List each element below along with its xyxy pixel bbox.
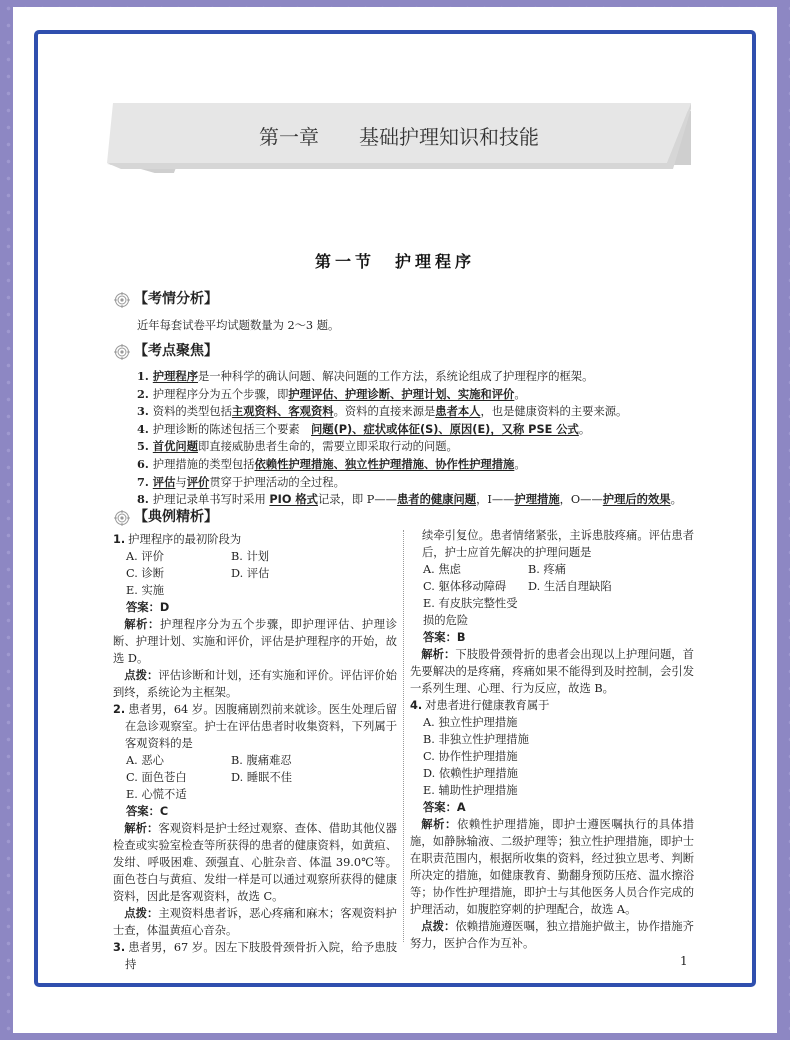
left-column <box>113 531 397 973</box>
question-number: 4. <box>410 699 423 712</box>
option-text: 依赖性护理措施 <box>438 767 518 780</box>
option-item <box>231 565 397 582</box>
focus-item <box>137 368 707 386</box>
key-term: 护理措施 <box>514 493 560 507</box>
options-list <box>410 561 694 629</box>
analysis-paragraph <box>113 820 397 905</box>
column-divider <box>403 530 404 942</box>
option-label: D. <box>231 771 244 784</box>
key-term: PIO 格式 <box>269 493 318 507</box>
question-number: 3. <box>113 941 126 954</box>
focus-item <box>137 403 707 421</box>
analysis-paragraph <box>410 646 694 697</box>
option-item <box>126 582 231 599</box>
key-term: 护理评估、护理诊断、护理计划、实施和评价 <box>288 387 515 401</box>
option-text: 心慌不适 <box>141 788 187 801</box>
focus-text: ，I—— <box>476 493 515 507</box>
option-item <box>423 595 528 629</box>
option-text: 恶心 <box>141 754 164 767</box>
option-item <box>231 752 397 769</box>
focus-text: 即直接威胁患者生命的，需要立即采取行动的问题。 <box>198 440 458 454</box>
tip-paragraph <box>410 918 694 952</box>
option-label: D. <box>423 767 436 780</box>
option-text: 独立性护理措施 <box>438 716 518 729</box>
focus-item-number: 6. <box>137 456 149 471</box>
option-label: A. <box>126 754 138 767</box>
focus-item-number: 5. <box>137 439 149 454</box>
option-item <box>231 769 397 786</box>
option-label: C. <box>423 580 435 593</box>
option-label: B. <box>423 733 435 746</box>
focus-text: 。 <box>670 493 682 507</box>
option-text: 躯体移动障碍 <box>438 580 507 593</box>
focus-text: 资料的类型包括 <box>152 405 232 419</box>
question-number: 2. <box>113 703 126 716</box>
options-list <box>113 548 397 599</box>
option-label: E. <box>126 584 138 597</box>
focus-item-number: 4. <box>137 421 149 436</box>
focus-item-number: 2. <box>137 386 149 401</box>
option-label: C. <box>423 750 435 763</box>
option-text: 有皮肤完整性受损的危险 <box>423 597 518 627</box>
option-item <box>423 782 694 799</box>
option-item <box>423 714 694 731</box>
question-stem-text: 护理程序的最初阶段为 <box>128 533 242 546</box>
answer: 答案：D <box>126 601 170 614</box>
question-stem <box>410 527 694 561</box>
focus-text: 贯穿于护理活动的全过程。 <box>209 475 345 489</box>
focus-text: 。 <box>514 457 526 471</box>
option-item <box>126 565 231 582</box>
option-label: A. <box>126 550 138 563</box>
option-text: 焦虑 <box>438 563 461 576</box>
key-term: 问题(P)、症状或体征(S)、原因(E)，又称 PSE 公式 <box>310 422 579 436</box>
focus-item-number: 8. <box>137 492 149 507</box>
question-stem <box>113 939 397 973</box>
analysis-heading-text: 【考情分析】 <box>134 291 218 307</box>
analysis-text: 下肢股骨颈骨折的患者会出现以上护理问题，首先要解决的是疼痛，疼痛如果不能得到及时控制，会引发一系列生理、心理、行为反应，故选 B。 <box>410 648 694 695</box>
question-stem <box>113 701 397 752</box>
analysis-label: 解析： <box>421 818 457 831</box>
option-label: C. <box>126 771 138 784</box>
option-label: A. <box>423 563 435 576</box>
option-text: 非独立性护理措施 <box>438 733 529 746</box>
option-label: B. <box>231 754 243 767</box>
focus-text: 护理诊断的陈述包括三个要素 <box>152 422 311 436</box>
target-icon <box>114 510 130 526</box>
tip-text: 评估诊断和计划，还有实施和评价。评估评价始到终，系统论为主框架。 <box>113 669 397 699</box>
page-number: 1 <box>680 954 688 968</box>
question-stem <box>113 531 397 548</box>
focus-text: ，也是健康资料的主要来源。 <box>480 405 628 419</box>
option-item <box>126 548 231 565</box>
target-icon <box>114 344 130 360</box>
option-label: B. <box>528 563 540 576</box>
key-term: 评估 <box>152 475 176 489</box>
focus-item <box>137 386 707 404</box>
option-text: 疼痛 <box>543 563 567 576</box>
analysis-label: 解析： <box>124 822 159 835</box>
question-stem-text: 续牵引复位。患者情绪紧张，主诉患肢疼痛。评估患者后，护士应首先解决的护理问题是 <box>422 529 694 559</box>
tip-paragraph <box>113 905 397 939</box>
question-stem-text: 患者男，64 岁。因腹痛剧烈前来就诊。医生处理后留在急诊观察室。护士在评估患者时收集资料，下列属于客观资料的是 <box>125 703 397 750</box>
section-title: 第一节 护理程序 <box>314 252 475 271</box>
focus-text: ，O—— <box>559 493 603 507</box>
options-list <box>113 752 397 803</box>
option-text: 协作性护理措施 <box>438 750 518 763</box>
focus-item <box>137 421 707 439</box>
focus-text: 护理记录单书写时采用 <box>152 493 270 507</box>
chapter-banner <box>107 103 691 173</box>
option-text: 睡眠不佳 <box>246 771 293 784</box>
option-text: 评价 <box>141 550 164 563</box>
option-item <box>423 731 694 748</box>
analysis-text: 护理程序分为五个步骤，即护理评估、护理诊断、护理计划、实施和评价，评估是护理程序的开始，故选 D。 <box>113 618 397 665</box>
focus-heading <box>114 343 218 360</box>
option-item <box>423 748 694 765</box>
question-stem <box>410 697 694 714</box>
chapter-number: 第一章 <box>259 125 319 149</box>
option-label: B. <box>231 550 243 563</box>
tip-paragraph <box>113 667 397 701</box>
examples-heading <box>114 509 218 526</box>
chapter-title: 基础护理知识和技能 <box>359 125 539 149</box>
option-label: E. <box>423 784 435 797</box>
analysis-text: 依赖性护理措施，即护士遵医嘱执行的具体措施，如静脉输液、二级护理等；独立性护理措施，即护士在职责范围内，根据所收集的资料，经过独立思考、判断所决定的措施，如健康教育、勤翻身预防压疮、温水擦浴等；协作性护理措施，即护士与其他医务人员合作完成的护理活动，如腹腔穿刺的护理配合，故选 A。 <box>410 818 694 916</box>
key-term: 依赖性护理措施、独立性护理措施、协作性护理措施 <box>254 457 515 471</box>
key-term: 主观资料、客观资料 <box>231 405 334 419</box>
target-icon <box>114 292 130 308</box>
tip-text: 依赖措施遵医嘱，独立措施护做主，协作措施齐努力，医护合作为互补。 <box>410 920 694 950</box>
focus-item-number: 1. <box>137 369 149 383</box>
question-stem-text: 患者男，67 岁。因左下肢股骨颈骨折入院，给予患肢持 <box>125 941 397 971</box>
focus-text: 。 <box>578 422 591 436</box>
focus-item-number: 3. <box>137 404 149 419</box>
analysis-paragraph <box>113 616 397 667</box>
option-label: E. <box>423 597 435 610</box>
option-label: A. <box>423 716 435 729</box>
tip-label: 点拨： <box>124 907 159 920</box>
answer: 答案：A <box>423 801 466 814</box>
option-text: 腹痛难忍 <box>246 754 292 767</box>
focus-heading-text: 【考点聚焦】 <box>134 343 218 359</box>
option-item <box>126 752 231 769</box>
question-number: 1. <box>113 533 126 546</box>
key-term: 护理后的效果 <box>602 493 671 507</box>
options-list <box>410 714 694 799</box>
option-item <box>528 578 694 595</box>
focus-text: 护理程序分为五个步骤，即 <box>152 387 289 401</box>
option-text: 实施 <box>141 584 165 597</box>
option-item <box>423 578 528 595</box>
key-term: 患者的健康问题 <box>396 493 477 507</box>
option-item <box>528 561 694 578</box>
option-item <box>423 765 694 782</box>
analysis-heading <box>114 291 218 308</box>
option-label: D. <box>231 567 244 580</box>
focus-text: 记录，即 P—— <box>317 493 397 507</box>
key-term: 患者本人 <box>435 405 481 419</box>
examples-heading-text: 【典例精析】 <box>134 509 218 525</box>
key-term: 评价 <box>186 475 210 489</box>
focus-item <box>137 474 707 492</box>
focus-text: 与 <box>175 475 187 489</box>
option-text: 评估 <box>246 567 270 580</box>
answer: 答案：C <box>126 805 169 818</box>
focus-text: 是一种科学的确认问题、解决问题的工作方法，系统论组成了护理程序的框架。 <box>198 370 594 383</box>
option-item <box>126 769 231 786</box>
tip-text: 主观资料患者诉，恶心疼痛和麻木；客观资料护士查，体温黄疸心音杂。 <box>113 907 397 937</box>
analysis-label: 解析： <box>124 618 160 631</box>
analysis-label: 解析： <box>421 648 456 661</box>
option-text: 诊断 <box>141 567 165 580</box>
analysis-text: 近年每套试卷平均试题数量为 2～3 题。 <box>137 319 340 332</box>
option-text: 计划 <box>246 550 270 563</box>
focus-text: 护理措施的类型包括 <box>152 457 255 471</box>
option-label: D. <box>528 580 541 593</box>
tip-label: 点拨： <box>421 920 456 933</box>
option-label: E. <box>126 788 138 801</box>
focus-item-number: 7. <box>137 474 149 489</box>
option-text: 辅助性护理措施 <box>438 784 518 797</box>
tip-label: 点拨： <box>124 669 159 682</box>
option-item <box>423 561 528 578</box>
option-text: 生活自理缺陷 <box>543 580 612 593</box>
focus-list <box>137 368 707 509</box>
option-item <box>231 548 397 565</box>
analysis-paragraph <box>410 816 694 918</box>
analysis-text: 客观资料是护士经过观察、查体、借助其他仪器检查或实验室检查等所获得的患者的健康资料，如黄疸、发绀、呼吸困难、颈强直、心脏杂音、体温 39.0℃等。面色苍白与黄疸、发绀一样是可以通过观察所获得的健康资料，因此是客观资料，故选 C。 <box>113 822 397 903</box>
option-text: 面色苍白 <box>141 771 187 784</box>
answer: 答案：B <box>423 631 466 644</box>
focus-text: 。 <box>514 387 526 401</box>
focus-item <box>137 456 707 474</box>
question-stem-text: 对患者进行健康教育属于 <box>425 699 550 712</box>
focus-item <box>137 438 707 456</box>
option-item <box>126 786 231 803</box>
key-term: 护理程序 <box>152 370 198 383</box>
option-label: C. <box>126 567 138 580</box>
focus-item <box>137 491 707 509</box>
key-term: 首优问题 <box>152 440 198 454</box>
focus-text: 。资料的直接来源是 <box>333 405 436 419</box>
right-column <box>410 527 694 952</box>
